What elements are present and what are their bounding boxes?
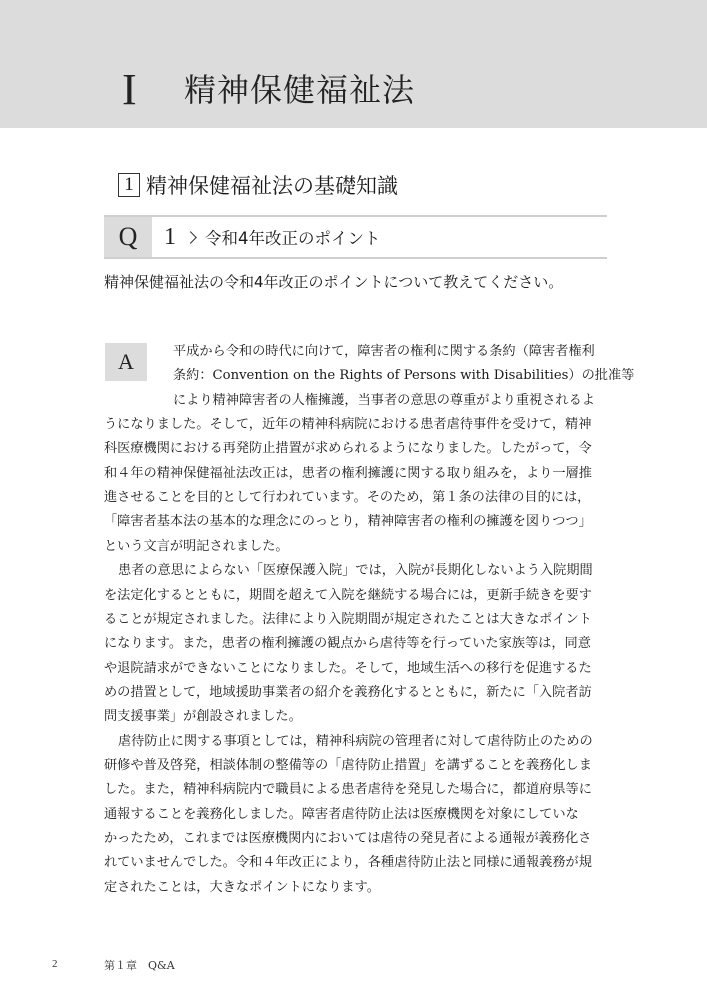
answer-line: や退院請求ができないことになりました。そして，地域生活への移行を促進するた bbox=[104, 660, 592, 676]
chapter-title: 精神保健福祉法 bbox=[184, 71, 416, 109]
chapter-header-band bbox=[0, 0, 707, 128]
answer-line: 患者の意思によらない「医療保護入院」では，入院が長期化しないよう入院期間 bbox=[118, 563, 593, 579]
section-title: 精神保健福祉法の基礎知識 bbox=[146, 174, 398, 198]
question-title: 令和4年改正のポイント bbox=[205, 229, 381, 248]
chevron-right-icon bbox=[184, 231, 197, 244]
answer-line: めの措置として，地域援助事業者の紹介を義務化するとともに，新たに「入院者訪 bbox=[104, 684, 592, 700]
answer-line: になります。また，患者の権利擁護の観点から虐待等を行っていた家族等は，同意 bbox=[104, 636, 591, 652]
section-number-box: 1 bbox=[118, 173, 140, 197]
question-number: 1 bbox=[164, 223, 176, 250]
question-header-bar bbox=[104, 215, 607, 259]
answer-line: 科医療機関における再発防止措置が求められるようになりました。したがって，令 bbox=[104, 441, 592, 457]
answer-label-box: A bbox=[105, 343, 147, 381]
answer-line: 研修や普及啓発，相談体制の整備等の「虐待防止措置」を講ずることを義務化しま bbox=[104, 757, 592, 773]
answer-line: ることが規定されました。法律により入院期間が規定されたことは大きなポイント bbox=[104, 611, 592, 627]
answer-line: かったため，これまでは医療機関内においては虐待の発見者による通報が義務化さ bbox=[104, 831, 592, 846]
question-label-box: Q bbox=[104, 217, 152, 257]
answer-line: うになりました。そして，近年の精神科病院における患者虐待事件を受けて，精神 bbox=[104, 417, 592, 433]
answer-line: 平成から令和の時代に向けて，障害者の権利に関する条約（障害者権利 bbox=[173, 344, 595, 359]
answer-line: を法定化するとともに，期間を超えて入院を継続する場合には，更新手続きを要す bbox=[104, 587, 592, 603]
section-heading bbox=[118, 168, 398, 202]
answer-line: 「障害者基本法の基本的な理念にのっとり，精神障害者の権利の擁護を図りつつ」 bbox=[104, 514, 592, 530]
answer-line: 条約：Convention on the Rights of Persons with Disabilities）の批准等 bbox=[173, 368, 635, 384]
answer-line: した。また，精神科病院内で職員による患者虐待を発見した場合に，都道府県等に bbox=[104, 782, 592, 798]
answer-line: という文言が明記されました。 bbox=[104, 538, 289, 554]
answer-line: 進させることを目的として行われています。そのため，第１条の法律の目的には， bbox=[104, 490, 591, 506]
running-footer: 第１章 Q&A bbox=[104, 959, 175, 972]
answer-line: 通報することを義務化しました。障害者虐待防止法は医療機関を対象にしていな bbox=[104, 806, 579, 822]
answer-line: れていませんでした。令和４年改正により，各種虐待防止法と同様に通報義務が規 bbox=[104, 855, 592, 871]
answer-line: 和４年の精神保健福祉法改正は，患者の権利擁護に関する取り組みを，より一層推 bbox=[104, 465, 592, 481]
answer-line: 虐待防止に関する事項としては，精神科病院の管理者に対して虐待防止のための bbox=[118, 733, 593, 749]
question-text: 精神保健福祉法の令和4年改正のポイントについて教えてください。 bbox=[104, 273, 564, 291]
answer-line: 定されたことは，大きなポイントになります。 bbox=[104, 879, 380, 895]
answer-line: 問支援事業」が創設されました。 bbox=[104, 709, 302, 725]
answer-line: により精神障害者の人権擁護，当事者の意思の尊重がより重視されるよ bbox=[173, 392, 595, 408]
chapter-number: I bbox=[122, 65, 137, 114]
page-number: 2 bbox=[52, 958, 58, 970]
